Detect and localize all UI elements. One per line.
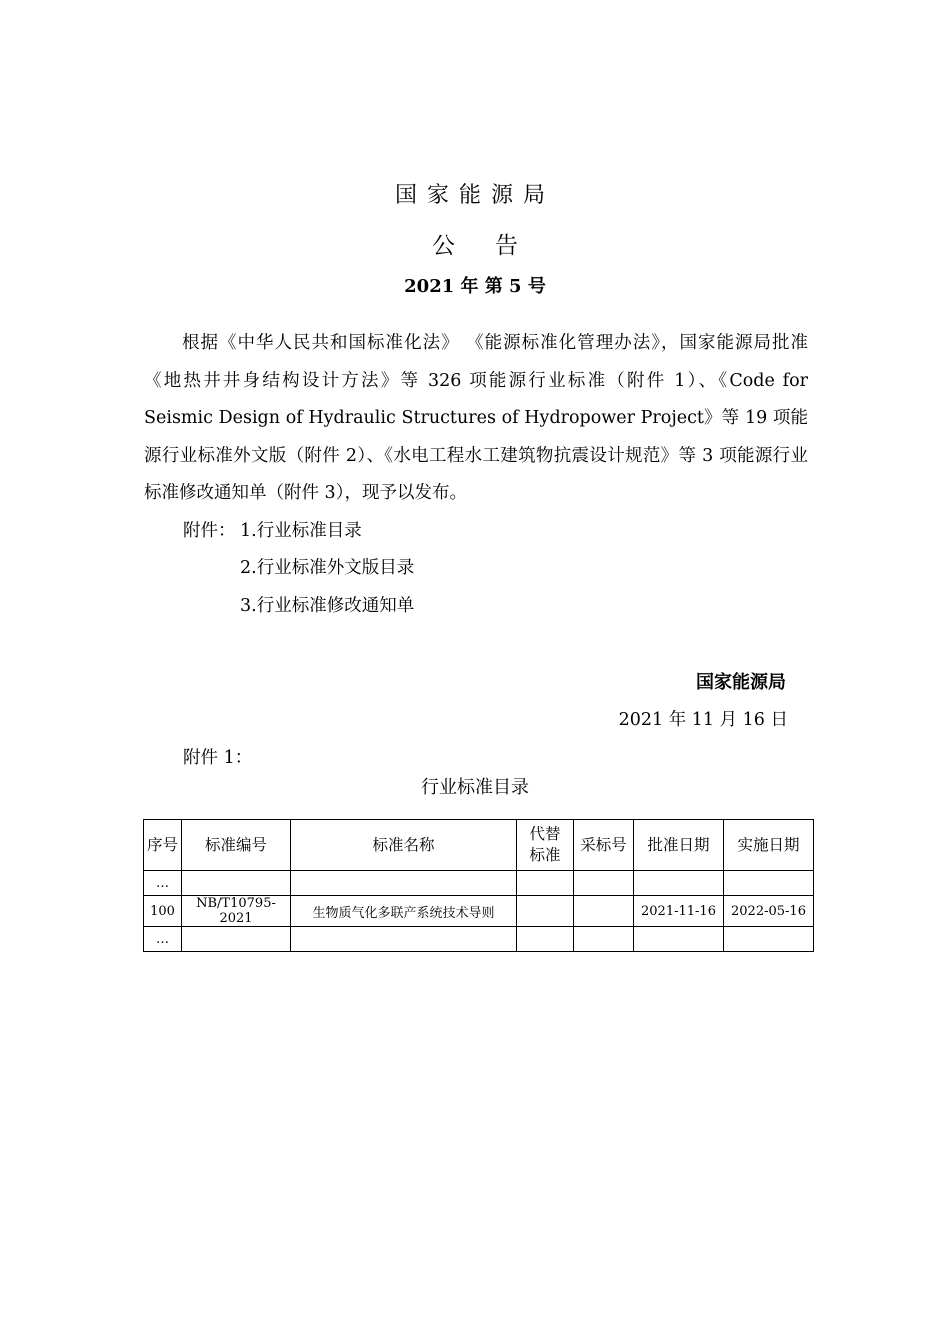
table-cell: … bbox=[144, 927, 182, 952]
table-cell: 2022-05-16 bbox=[724, 896, 814, 927]
column-header-effective-date: 实施日期 bbox=[724, 820, 814, 871]
issue-number: 2021 年 第 5 号 bbox=[404, 276, 546, 297]
annex-1-label: 附件 1： bbox=[183, 748, 253, 768]
table-cell: 100 bbox=[144, 896, 182, 927]
table-cell bbox=[724, 927, 814, 952]
signature-date: 2021 年 11 月 16 日 bbox=[618, 710, 788, 730]
table-cell bbox=[634, 927, 724, 952]
table-cell: 2021-11-16 bbox=[634, 896, 724, 927]
standards-table bbox=[143, 819, 814, 952]
table-cell bbox=[517, 871, 574, 896]
table-cell bbox=[182, 871, 291, 896]
table-cell bbox=[574, 927, 634, 952]
column-header-replaced-standard bbox=[517, 820, 574, 871]
annex-1-title: 行业标准目录 bbox=[421, 777, 529, 798]
column-header-standard-name: 标准名称 bbox=[291, 820, 517, 871]
table-cell bbox=[182, 927, 291, 952]
table-cell bbox=[574, 896, 634, 927]
column-header-approval-date: 批准日期 bbox=[634, 820, 724, 871]
table-cell bbox=[724, 871, 814, 896]
column-header-standard-number: 标准编号 bbox=[182, 820, 291, 871]
table-row bbox=[144, 896, 814, 927]
attachment-item-2: 2.行业标准外文版目录 bbox=[240, 558, 415, 578]
notice-title: 公告 bbox=[432, 233, 558, 259]
table-cell bbox=[517, 896, 574, 927]
table-cell: NB/T10795-2021 bbox=[182, 896, 291, 927]
org-title: 国家能源局 bbox=[394, 183, 555, 208]
column-header-index: 序号 bbox=[144, 820, 182, 871]
table-cell bbox=[574, 871, 634, 896]
signature-org: 国家能源局 bbox=[696, 672, 786, 693]
table-cell: 生物质气化多联产系统技术导则 bbox=[291, 896, 517, 927]
table-row bbox=[144, 927, 814, 952]
table-cell bbox=[517, 927, 574, 952]
column-header-replaced-standard-label: 代替标准 bbox=[529, 825, 561, 864]
table-cell bbox=[291, 871, 517, 896]
attachment-item-1: 1.行业标准目录 bbox=[240, 521, 362, 541]
attachment-item-3: 3.行业标准修改通知单 bbox=[240, 596, 415, 616]
table-row bbox=[144, 871, 814, 896]
attachments-label: 附件： bbox=[183, 521, 236, 541]
notice-body-paragraph: 根据《中华人民共和国标准化法》 《能源标准化管理办法》，国家能源局批准《地热井井身结构设计方法》等 326 项能源行业标准（附件 1）、《Code for Seismic Design of Hydraulic Structures of Hydropower Project》等 19 项能源行业标准外文版（附件 2）、《水电工程水工建筑物抗震设计规范》等 3 项能源行业标准修改通知单（附件 3），现予以发布。 bbox=[144, 333, 808, 503]
table-header-row bbox=[144, 820, 814, 871]
column-header-adopted-number: 采标号 bbox=[574, 820, 634, 871]
table-cell bbox=[291, 927, 517, 952]
table-cell: … bbox=[144, 871, 182, 896]
table-cell bbox=[634, 871, 724, 896]
